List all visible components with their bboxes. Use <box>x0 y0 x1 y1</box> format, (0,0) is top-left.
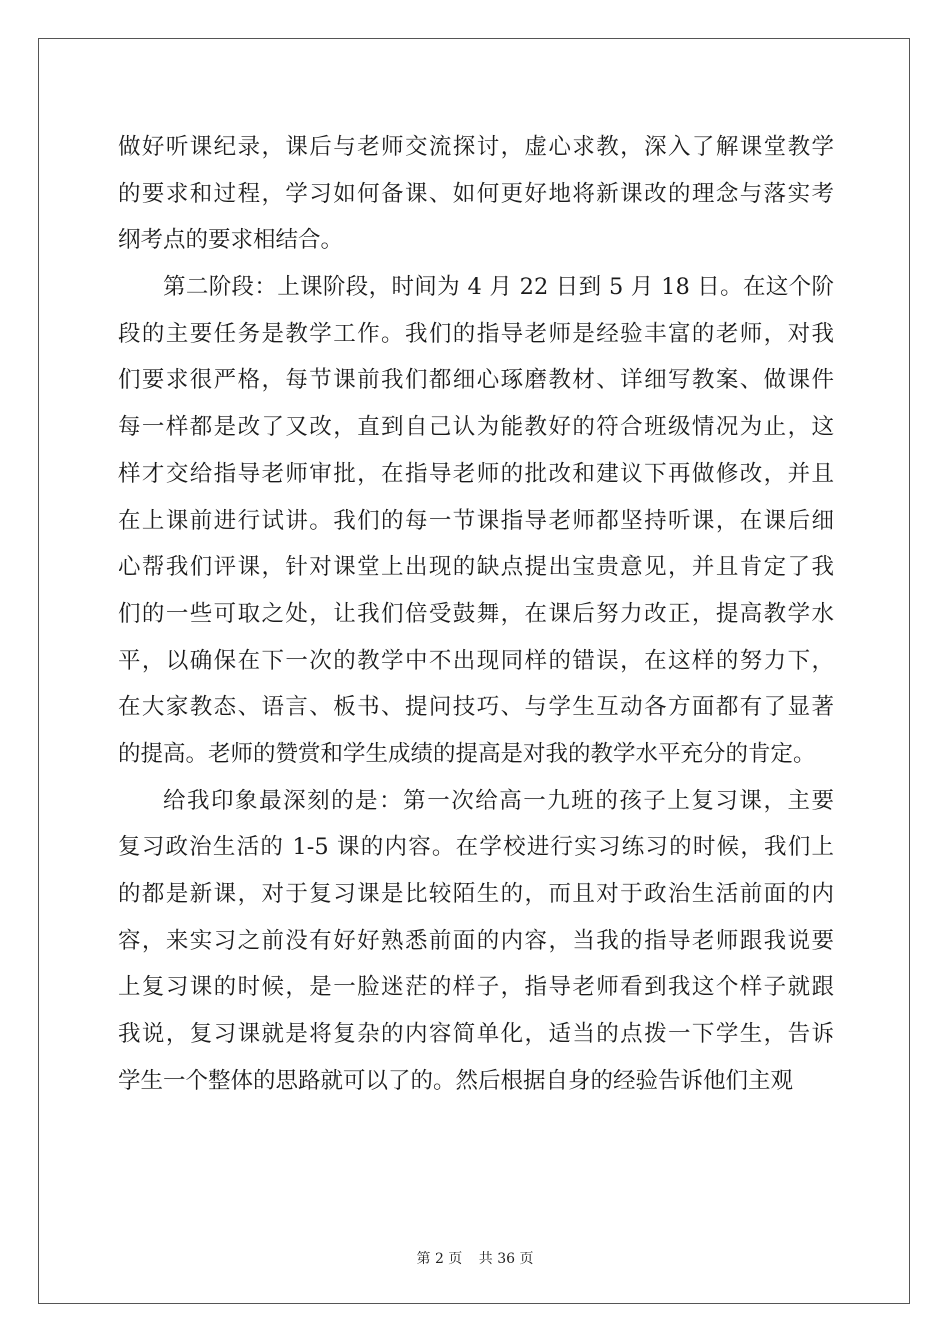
text-line: 样才交给指导老师审批，在指导老师的批改和建议下再做修改，并且 <box>118 460 834 487</box>
text-line: 做好听课纪录，课后与老师交流探讨，虚心求教，深入了解课堂教学 <box>118 134 834 160</box>
paragraph <box>118 264 834 778</box>
paragraph <box>118 124 834 264</box>
text-line: 的提高。老师的赞赏和学生成绩的提高是对我的教学水平充分的肯定。 <box>118 740 816 767</box>
text-line: 复习政治生活的 1-5 课的内容。在学校进行实习练习的时候，我们上 <box>118 834 834 861</box>
page-number: 第 2 页 <box>416 1251 463 1267</box>
text-line: 学生一个整体的思路就可以了的。然后根据自身的经验告诉他们主观 <box>118 1067 794 1094</box>
document-body <box>118 124 834 1104</box>
page-total: 共 36 页 <box>478 1251 534 1267</box>
text-line: 纲考点的要求相结合。 <box>118 227 344 254</box>
text-line: 的都是新课，对于复习课是比较陌生的，而且对于政治生活前面的内 <box>118 881 834 907</box>
text-line: 在大家教态、语言、板书、提问技巧、与学生互动各方面都有了显著 <box>118 694 834 721</box>
paragraph <box>118 778 834 1105</box>
text-line: 的要求和过程，学习如何备课、如何更好地将新课改的理念与落实考 <box>118 180 834 207</box>
text-line: 平，以确保在下一次的教学中不出现同样的错误，在这样的努力下， <box>118 647 834 674</box>
text-line: 每一样都是改了又改，直到自己认为能教好的符合班级情况为止，这 <box>118 414 834 441</box>
text-line: 第二阶段：上课阶段，时间为 4 月 22 日到 5 月 18 日。在这个阶 <box>163 274 834 301</box>
text-line: 在上课前进行试讲。我们的每一节课指导老师都坚持听课，在课后细 <box>118 507 834 534</box>
text-line: 我说，复习课就是将复杂的内容简单化，适当的点拨一下学生，告诉 <box>118 1021 834 1048</box>
text-line: 心帮我们评课，针对课堂上出现的缺点提出宝贵意见，并且肯定了我 <box>118 554 834 581</box>
text-line: 给我印象最深刻的是：第一次给高一九班的孩子上复习课，主要 <box>163 787 834 814</box>
page-footer <box>0 1248 950 1268</box>
text-line: 们的一些可取之处，让我们倍受鼓舞，在课后努力改正，提高教学水 <box>118 600 834 627</box>
text-line: 容，来实习之前没有好好熟悉前面的内容，当我的指导老师跟我说要 <box>118 927 834 954</box>
text-line: 们要求很严格，每节课前我们都细心琢磨教材、详细写教案、做课件 <box>118 367 834 394</box>
text-line: 上复习课的时候，是一脸迷茫的样子，指导老师看到我这个样子就跟 <box>118 974 834 1001</box>
text-line: 段的主要任务是教学工作。我们的指导老师是经验丰富的老师，对我 <box>118 320 834 347</box>
